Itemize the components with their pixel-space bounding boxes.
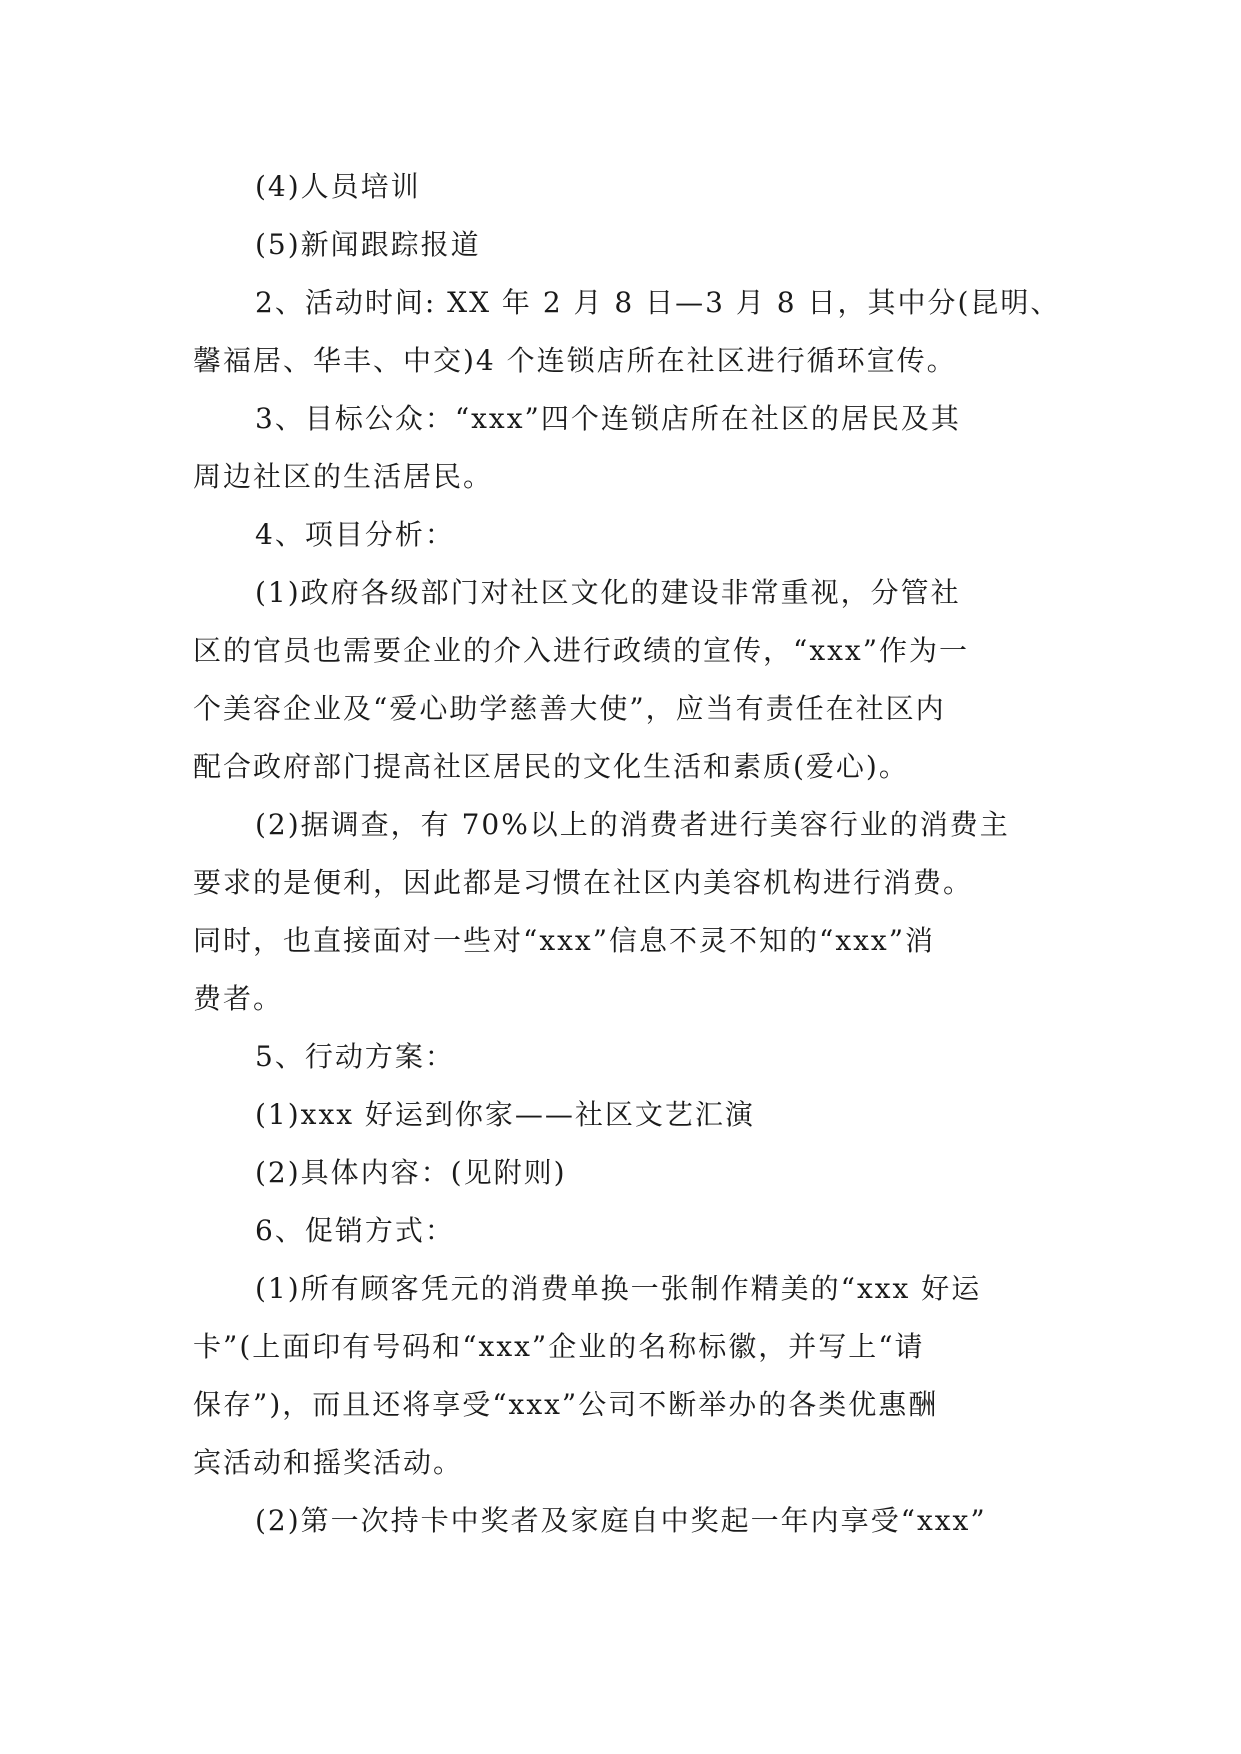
- text-line: (5)新闻跟踪报道: [255, 228, 481, 261]
- text-line: 3、目标公众：“xxx”四个连锁店所在社区的居民及其: [255, 402, 961, 435]
- text-line: (2)具体内容：(见附则): [255, 1156, 567, 1189]
- text-line: 卡”(上面印有号码和“xxx”企业的名称标徽，并写上“请: [193, 1330, 925, 1363]
- text-line: 配合政府部门提高社区居民的文化生活和素质(爱心)。: [193, 750, 909, 783]
- text-line: (1)政府各级部门对社区文化的建设非常重视，分管社: [255, 576, 961, 609]
- text-line: (1)xxx 好运到你家——社区文艺汇演: [255, 1098, 755, 1131]
- text-line: 要求的是便利，因此都是习惯在社区内美容机构进行消费。: [193, 866, 974, 899]
- text-line: (2)第一次持卡中奖者及家庭自中奖起一年内享受“xxx”: [255, 1504, 987, 1537]
- text-line: (2)据调查，有 70%以上的消费者进行美容行业的消费主: [255, 808, 1010, 841]
- text-line: 馨福居、华丰、中交)4 个连锁店所在社区进行循环宣传。: [193, 344, 957, 377]
- text-line: 费者。: [193, 982, 284, 1015]
- text-line: 个美容企业及“爱心助学慈善大使”，应当有责任在社区内: [193, 692, 946, 725]
- text-line: 6、促销方式：: [255, 1214, 455, 1247]
- text-line: 区的官员也需要企业的介入进行政绩的宣传，“xxx”作为一: [193, 634, 970, 667]
- text-line: 周边社区的生活居民。: [193, 460, 494, 493]
- text-line: 2、活动时间: XX 年 2 月 8 日—3 月 8 日，其中分(昆明、: [255, 286, 1061, 319]
- text-line: 保存”)，而且还将享受“xxx”公司不断举办的各类优惠酬: [193, 1388, 939, 1421]
- text-line: (1)所有顾客凭元的消费单换一张制作精美的“xxx 好运: [255, 1272, 982, 1305]
- text-line: (4)人员培训: [255, 170, 421, 203]
- text-line: 4、项目分析：: [255, 518, 455, 551]
- text-line: 宾活动和摇奖活动。: [193, 1446, 464, 1479]
- text-line: 5、行动方案：: [255, 1040, 455, 1073]
- text-line: 同时，也直接面对一些对“xxx”信息不灵不知的“xxx”消: [193, 924, 936, 957]
- document-body: [193, 158, 1061, 1550]
